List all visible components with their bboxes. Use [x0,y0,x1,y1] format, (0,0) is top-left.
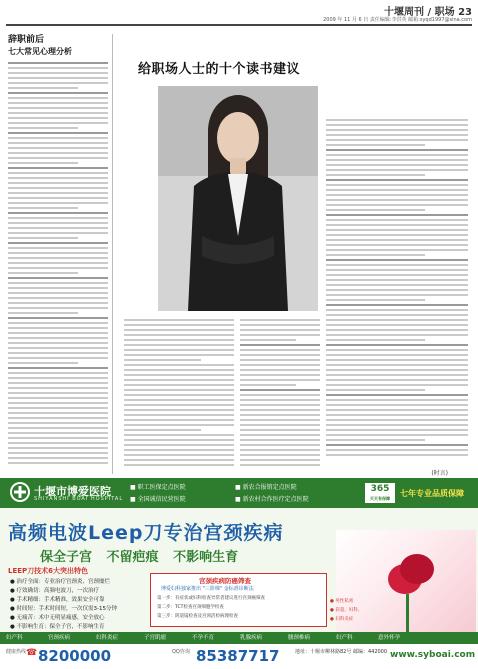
header-meta: 2009 年 11 月 6 日 责任编辑:李洪英 邮箱:syqd1997@sina.com [323,17,472,23]
phone-label: 健康热线 [6,649,27,655]
department-item: 乳腺疾病 [240,635,263,641]
department-bar [0,632,478,644]
guarantee-text: 七年专业品质保障 [400,489,464,498]
column-divider [112,34,113,474]
hospital-address: 地址：十堰市柳林路82号 邮编：442000 [295,649,388,655]
ad-top-banner [0,478,478,508]
article-byline: (时言) [431,470,448,477]
promo-line: 第二步：TCT检查宫颈细胞学检查 [157,605,224,610]
left-column-subtitle: 七大常见心理分析 [8,47,72,56]
department-item: 妇产科 [336,635,353,641]
flower-illustration [336,530,476,646]
hospital-advertisement [0,478,478,669]
ad-taglines [40,546,248,565]
side-features [330,598,370,625]
tech-feature-item: ● 无痛苦：术中无明显痛感，安全放心 [10,615,105,621]
article-photo [158,86,318,311]
hospital-name-en: SHIYANSHI BOAI HOSPITAL [34,496,124,502]
tech-feature-item: ● 时间短：手术时间短，一次仅需3-15分钟 [10,606,118,612]
department-item: 子宫肌瘤 [144,635,167,641]
tech-feature-item: ● 疗效确切：高频电波刀，一次治疗 [10,588,100,594]
left-column-title: 辞职前后 [8,35,45,45]
side-feature-item: ● 彩超、妇科、 [330,608,363,613]
badge-subtext: 天天有保障 [370,496,390,501]
qq-number: 85387717 [196,647,280,665]
badge-number: 365 [370,484,390,494]
promo-line: 第一步：有症状或妇科检查异常者建议进行宫颈癌筛查 [157,596,265,601]
left-column-body [8,62,108,464]
tagline-item: 不留疤痕 [106,550,159,565]
article-headline: 给职场人士的十个读书建议 [138,62,301,77]
guarantee-badge [365,483,395,503]
ad-top-feature: ■ 职工医保定点医院 [130,484,186,491]
article-body-col1 [124,316,234,466]
section-name: 职场 [434,7,455,18]
tagline-item: 保全子宫 [40,550,93,565]
ad-top-feature: ■ 新农村合作医疗定点医院 [235,496,309,503]
tech-feature-item: ● 治疗全面：专业治疗宫颈炎、宫颈糜烂 [10,579,111,585]
side-feature-item: ● 妇科炎症 [330,617,354,622]
tagline-item: 不影响生育 [173,550,239,565]
hospital-website[interactable]: www.syboai.com [390,650,476,660]
promo-subtitle: 博爱妇科独家推出 "三阶梯" 金标准诊断法 [161,586,254,592]
ad-top-feature: ■ 新农合报销定点医院 [235,484,297,491]
department-item: 妇科炎症 [96,635,119,641]
left-column-article [8,34,108,474]
page-number: 23 [458,7,472,18]
promo-title: 宫颈疾病防癌筛查 [199,577,251,585]
article-body-right-upper [326,116,468,456]
tech-feature-item: ● 不影响生育：保全子宫，不影响生育 [10,624,105,630]
promo-line: 第三步：阴道镜检查及宫颈活检病理检查 [157,614,238,619]
tech-features-title: LEEP刀技术6大突出特色 [8,567,89,575]
tech-feature-item: ● 手术精细：手术精准，效果安全可靠 [10,597,105,603]
hotline-number: 8200000 [38,647,112,665]
header-separator: / [427,7,432,18]
woman-portrait-illustration [158,86,318,311]
department-item: 腰颈椎病 [288,635,311,641]
hospital-name: 十堰市博爱医院 [34,485,111,498]
ad-top-feature: ■ 全国诚信民营医院 [130,496,186,503]
magazine-name: 十堰周刊 [383,7,424,18]
article-body-col2 [240,316,320,466]
department-item: 妇产科 [6,635,23,641]
qq-label: QQ咨询 [172,649,190,655]
phone-icon: ☎ [26,648,38,658]
department-item: 不孕不育 [192,635,215,641]
department-item: 意外怀孕 [378,635,401,641]
ad-headline: 高频电波Leep刀专治宫颈疾病 [8,522,284,544]
ad-contact-bar [0,644,478,669]
side-feature-item: ● 男性私密 [330,599,354,604]
header-rule [6,24,472,26]
cancer-screening-promo [150,573,327,627]
hospital-logo-icon [10,482,30,502]
department-item: 宫颈疾病 [48,635,71,641]
